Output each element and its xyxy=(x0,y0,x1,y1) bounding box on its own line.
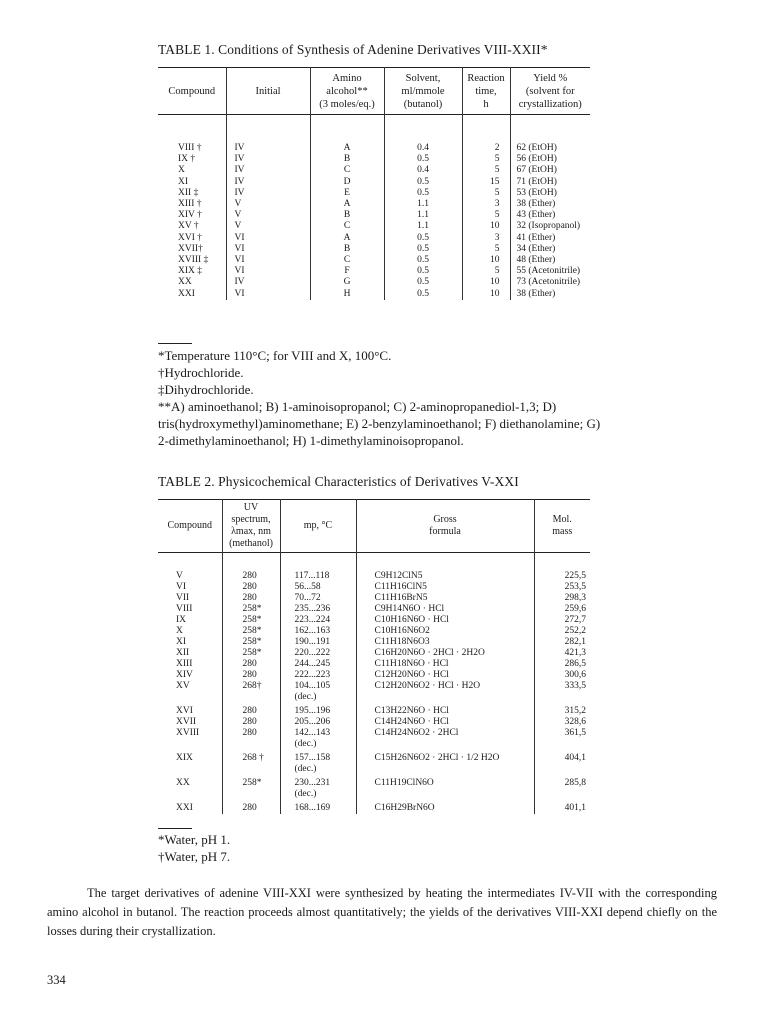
table1-cell: IV xyxy=(226,188,310,199)
table1-cell: XVIII ‡ xyxy=(178,255,209,266)
table1-cell: V xyxy=(226,210,310,221)
table2-cell: C11H16ClN5 xyxy=(356,582,534,593)
table1-row xyxy=(158,115,590,155)
table2-cell: V xyxy=(176,571,183,581)
table2-row xyxy=(158,637,590,648)
table2-cell: VIII xyxy=(176,604,193,614)
table2-cell: 104...105 (dec.) xyxy=(280,681,356,703)
table1-cell: XXI xyxy=(178,288,195,299)
table2-cell: 280 xyxy=(222,593,280,604)
table2-cell: 280 xyxy=(222,717,280,728)
table1-cell: H xyxy=(310,289,384,300)
table2-cell: XIII xyxy=(176,659,193,669)
table1-cell: F xyxy=(310,266,384,277)
table1-cell: 0.5 xyxy=(384,233,462,244)
table2-header-row xyxy=(158,500,590,553)
table2-cell: 230...231 (dec.) xyxy=(280,778,356,800)
table2-cell: 205...206 xyxy=(280,717,356,728)
table1-row xyxy=(158,221,590,232)
table1-footnote-1: *Temperature 110°C; for VIII and X, 100°C. xyxy=(158,348,392,363)
table2-cell: 315,2 xyxy=(534,706,590,717)
table2-cell: C10H16N6O · HCl xyxy=(356,615,534,626)
table1-cell: IV xyxy=(226,277,310,288)
table1-cell: B xyxy=(310,210,384,221)
table2-row xyxy=(158,648,590,659)
table2-cell: 222...223 xyxy=(280,670,356,681)
table1-cell: IV xyxy=(226,165,310,176)
table2-row xyxy=(158,717,590,728)
table1-cell: VI xyxy=(226,289,310,300)
table1-cell: XV † xyxy=(178,221,199,232)
table2-cell: 56...58 xyxy=(280,582,356,593)
table2-cell: C9H12ClN5 xyxy=(356,553,534,583)
table1-footnotes xyxy=(158,347,608,449)
table2-cell: C14H24N6O2 · 2HCl xyxy=(356,728,534,750)
table1-footnote-4: **A) aminoethanol; B) 1-aminoisopropanol; C) 2-aminopropanediol-1,3; D) tris(hydroxymethyl)aminomethane; E) 2-benzylaminoethanol; F) diethanolamine; G) 2-dimethylaminoethanol; H) 1-dimethylaminoisopropanol. xyxy=(158,399,601,448)
table1-cell: 71 (EtOH) xyxy=(510,177,590,188)
table1-cell: V xyxy=(226,221,310,232)
table2-cell: 258* xyxy=(222,615,280,626)
table1-cell: XI xyxy=(178,176,189,187)
table1-footnote-3: ‡Dihydrochloride. xyxy=(158,382,254,397)
table1-cell: 67 (EtOH) xyxy=(510,165,590,176)
table2-cell: 235...236 xyxy=(280,604,356,615)
table2-caption: TABLE 2. Physicochemical Characteristics of Derivatives V-XXI xyxy=(158,474,519,489)
table2-cell: 268 † xyxy=(222,753,280,775)
table1-cell: 0.4 xyxy=(384,115,462,155)
table2-cell: 252,2 xyxy=(534,626,590,637)
table1-header-initial: Initial xyxy=(226,68,310,115)
table1-cell: XIII † xyxy=(178,199,202,210)
table2-cell: 157...158 (dec.) xyxy=(280,753,356,775)
table1-header-solvent: Solvent, ml/mmole (butanol) xyxy=(384,68,462,115)
table2-cell: 195...196 xyxy=(280,706,356,717)
table2-cell: 280 xyxy=(222,659,280,670)
table1-row xyxy=(158,289,590,300)
table1-cell: 56 (EtOH) xyxy=(510,154,590,165)
table1-row xyxy=(158,233,590,244)
table1-cell: C xyxy=(310,255,384,266)
table1-row xyxy=(158,154,590,165)
table1-footnote-2: †Hydrochloride. xyxy=(158,365,244,380)
table1-row xyxy=(158,165,590,176)
table2-row xyxy=(158,604,590,615)
table1 xyxy=(158,67,590,300)
table1-cell: B xyxy=(310,244,384,255)
table2-row xyxy=(158,626,590,637)
table2-cell: C16H29BrN6O xyxy=(356,803,534,814)
table1-cell: XVI † xyxy=(178,232,203,243)
table1-cell: 5 xyxy=(462,210,510,221)
table1-cell: 0.5 xyxy=(384,154,462,165)
table1-header-amino: Amino alcohol** (3 moles/eq.) xyxy=(310,68,384,115)
table1-cell: X xyxy=(178,165,185,176)
table2-cell: C11H19ClN6O xyxy=(356,778,534,800)
table2-cell: XIX xyxy=(176,753,193,763)
table1-cell: 0.5 xyxy=(384,177,462,188)
table1-cell: 38 (Ether) xyxy=(510,289,590,300)
table1-cell: VI xyxy=(226,244,310,255)
table1-cell: IX † xyxy=(178,154,196,165)
table1-cell: 10 xyxy=(462,221,510,232)
table2-cell: XVII xyxy=(176,717,197,727)
table1-cell: VI xyxy=(226,233,310,244)
table2-row xyxy=(158,582,590,593)
table2-cell: X xyxy=(176,626,183,636)
table1-cell: 5 xyxy=(462,188,510,199)
table1-cell: IV xyxy=(226,154,310,165)
table2-row xyxy=(158,553,590,583)
table1-row xyxy=(158,188,590,199)
table1-cell: 48 (Ether) xyxy=(510,255,590,266)
table1-cell: 0.5 xyxy=(384,266,462,277)
table1-cell: VIII † xyxy=(178,143,202,153)
table1-cell: 0.5 xyxy=(384,277,462,288)
table2-cell: 258* xyxy=(222,648,280,659)
table1-cell: XIX ‡ xyxy=(178,266,203,277)
table2-cell: 117...118 xyxy=(280,553,356,583)
table1-cell: 10 xyxy=(462,255,510,266)
table2-cell: 220...222 xyxy=(280,648,356,659)
table1-cell: C xyxy=(310,165,384,176)
table1-cell: 1.1 xyxy=(384,221,462,232)
table2-footnote-2: †Water, pH 7. xyxy=(158,849,231,864)
table2-cell: 259,6 xyxy=(534,604,590,615)
table1-cell: 55 (Acetonitrile) xyxy=(510,266,590,277)
body-paragraph: The target derivatives of adenine VIII-XXI were synthesized by heating the intermediates IV-VII with the corresponding amino alcohol in butanol. The reaction proceeds almost quantitatively; the yields of the derivatives VIII-XXI depend chiefly on the losses during their crystallization. xyxy=(47,886,717,938)
page-number: 334 xyxy=(47,973,66,987)
table1-cell: 10 xyxy=(462,289,510,300)
table2-header-mp: mp, °C xyxy=(280,500,356,553)
table1-cell: 43 (Ether) xyxy=(510,210,590,221)
table1-cell: 73 (Acetonitrile) xyxy=(510,277,590,288)
table2-cell: C14H24N6O · HCl xyxy=(356,717,534,728)
table2-header-gross: Gross formula xyxy=(356,500,534,553)
table1-cell: 5 xyxy=(462,244,510,255)
table1-cell: 10 xyxy=(462,277,510,288)
table2-cell: 328,6 xyxy=(534,717,590,728)
footnote-rule xyxy=(158,343,192,344)
table1-cell: 5 xyxy=(462,266,510,277)
table2-row xyxy=(158,803,590,814)
table1-cell: B xyxy=(310,154,384,165)
table1-cell: A xyxy=(310,233,384,244)
table1-cell: XVII† xyxy=(178,243,203,254)
table2-cell: 300,6 xyxy=(534,670,590,681)
table2-cell: 404,1 xyxy=(534,753,590,775)
table1-cell: 0.5 xyxy=(384,289,462,300)
table2-cell: 258* xyxy=(222,637,280,648)
table2-cell: 225,5 xyxy=(534,553,590,583)
table1-row xyxy=(158,255,590,266)
table2-cell: 258* xyxy=(222,604,280,615)
table2-cell: VI xyxy=(176,582,187,592)
table2-cell: 280 xyxy=(222,553,280,583)
footnote-rule-2 xyxy=(158,828,192,829)
table2 xyxy=(158,499,590,814)
table1-row xyxy=(158,277,590,288)
table1-cell: 41 (Ether) xyxy=(510,233,590,244)
table2-cell: 282,1 xyxy=(534,637,590,648)
table1-cell: 0.5 xyxy=(384,188,462,199)
table2-cell: 421,3 xyxy=(534,648,590,659)
table1-cell: 5 xyxy=(462,154,510,165)
table1-cell: D xyxy=(310,177,384,188)
table2-cell: C12H20N6O2 · HCl · H2O xyxy=(356,681,534,703)
table2-cell: C12H20N6O · HCl xyxy=(356,670,534,681)
table1-cell: 3 xyxy=(462,199,510,210)
table2-cell: 142...143 (dec.) xyxy=(280,728,356,750)
table2-cell: 244...245 xyxy=(280,659,356,670)
table2-cell: IX xyxy=(176,615,187,625)
table2-cell: C15H26N6O2 · 2HCl · 1/2 H2O xyxy=(356,753,534,775)
table2-cell: 361,5 xyxy=(534,728,590,750)
table1-cell: 0.4 xyxy=(384,165,462,176)
table2-cell: 401,1 xyxy=(534,803,590,814)
table1-header-yield: Yield % (solvent for crystallization) xyxy=(510,68,590,115)
table1-cell: VI xyxy=(226,266,310,277)
table2-cell: 223...224 xyxy=(280,615,356,626)
table2-row xyxy=(158,706,590,717)
table2-cell: 286,5 xyxy=(534,659,590,670)
table2-cell: 280 xyxy=(222,803,280,814)
table1-cell: 3 xyxy=(462,233,510,244)
table2-cell: 272,7 xyxy=(534,615,590,626)
table1-header-reaction: Reaction time, h xyxy=(462,68,510,115)
table1-cell: XII ‡ xyxy=(178,187,199,198)
table2-cell: 168...169 xyxy=(280,803,356,814)
table2-row xyxy=(158,778,590,800)
table2-row xyxy=(158,593,590,604)
table2-row xyxy=(158,659,590,670)
table2-cell: XII xyxy=(176,648,190,658)
table2-cell: 285,8 xyxy=(534,778,590,800)
table2-header-mol: Mol. mass xyxy=(534,500,590,553)
table1-cell: A xyxy=(310,115,384,155)
table2-cell: XVIII xyxy=(176,728,200,738)
table1-cell: 38 (Ether) xyxy=(510,199,590,210)
table1-cell: 15 xyxy=(462,177,510,188)
table2-cell: C11H16BrN5 xyxy=(356,593,534,604)
table2-cell: 333,5 xyxy=(534,681,590,703)
table1-cell: 62 (EtOH) xyxy=(510,115,590,155)
table2-cell: 280 xyxy=(222,670,280,681)
table1-cell: 1.1 xyxy=(384,199,462,210)
table2-cell: XV xyxy=(176,681,190,691)
table1-cell: 0.5 xyxy=(384,244,462,255)
table1-cell: C xyxy=(310,221,384,232)
table2-cell: 280 xyxy=(222,728,280,750)
table1-cell: 34 (Ether) xyxy=(510,244,590,255)
table2-header-compound: Compound xyxy=(167,520,212,531)
table2-row xyxy=(158,753,590,775)
table2-cell: C9H14N6O · HCl xyxy=(356,604,534,615)
table1-row xyxy=(158,244,590,255)
table1-row xyxy=(158,266,590,277)
table2-cell: 258* xyxy=(222,778,280,800)
table1-cell: A xyxy=(310,199,384,210)
table2-row xyxy=(158,670,590,681)
table1-cell: XX xyxy=(178,277,192,288)
table2-cell: XVI xyxy=(176,706,193,716)
table2-cell: VII xyxy=(176,593,190,603)
table2-cell: 280 xyxy=(222,706,280,717)
table2-cell: 280 xyxy=(222,582,280,593)
table1-row xyxy=(158,210,590,221)
table2-footnotes xyxy=(158,831,230,865)
table2-cell: 190...191 xyxy=(280,637,356,648)
table1-cell: 32 (Isopropanol) xyxy=(510,221,590,232)
table1-header-compound: Compound xyxy=(168,86,216,97)
table2-row xyxy=(158,728,590,750)
table2-cell: C13H22N6O · HCl xyxy=(356,706,534,717)
table2-cell: 298,3 xyxy=(534,593,590,604)
table1-cell: 1.1 xyxy=(384,210,462,221)
table1-cell: 0.5 xyxy=(384,255,462,266)
table2-cell: 253,5 xyxy=(534,582,590,593)
table2-cell: XIV xyxy=(176,670,193,680)
table1-header-row xyxy=(158,68,590,115)
table2-cell: C10H16N6O2 xyxy=(356,626,534,637)
table2-cell: XXI xyxy=(176,803,193,813)
table1-caption: TABLE 1. Conditions of Synthesis of Adenine Derivatives VIII-XXII* xyxy=(158,42,548,57)
table1-cell: E xyxy=(310,188,384,199)
table2-footnote-1: *Water, pH 1. xyxy=(158,832,231,847)
table2-header-uv: UV spectrum, λmax, nm (methanol) xyxy=(222,500,280,553)
table1-cell: 2 xyxy=(462,115,510,155)
table2-cell: XI xyxy=(176,637,187,647)
table2-cell: 258* xyxy=(222,626,280,637)
table1-row xyxy=(158,177,590,188)
table2-cell: C11H18N6O3 xyxy=(356,637,534,648)
table1-cell: VI xyxy=(226,255,310,266)
table1-cell: G xyxy=(310,277,384,288)
table2-row xyxy=(158,615,590,626)
table2-cell: 70...72 xyxy=(280,593,356,604)
table1-cell: 53 (EtOH) xyxy=(510,188,590,199)
table1-cell: 5 xyxy=(462,165,510,176)
table2-cell: XX xyxy=(176,778,190,788)
table2-cell: C11H18N6O · HCl xyxy=(356,659,534,670)
table1-cell: XIV † xyxy=(178,210,202,221)
table2-row xyxy=(158,681,590,703)
table2-cell: C16H20N6O · 2HCl · 2H2O xyxy=(356,648,534,659)
table1-cell: IV xyxy=(226,177,310,188)
table2-cell: 162...163 xyxy=(280,626,356,637)
table1-row xyxy=(158,199,590,210)
table1-cell: V xyxy=(226,199,310,210)
table2-cell: 268† xyxy=(222,681,280,703)
table1-cell: IV xyxy=(226,115,310,155)
